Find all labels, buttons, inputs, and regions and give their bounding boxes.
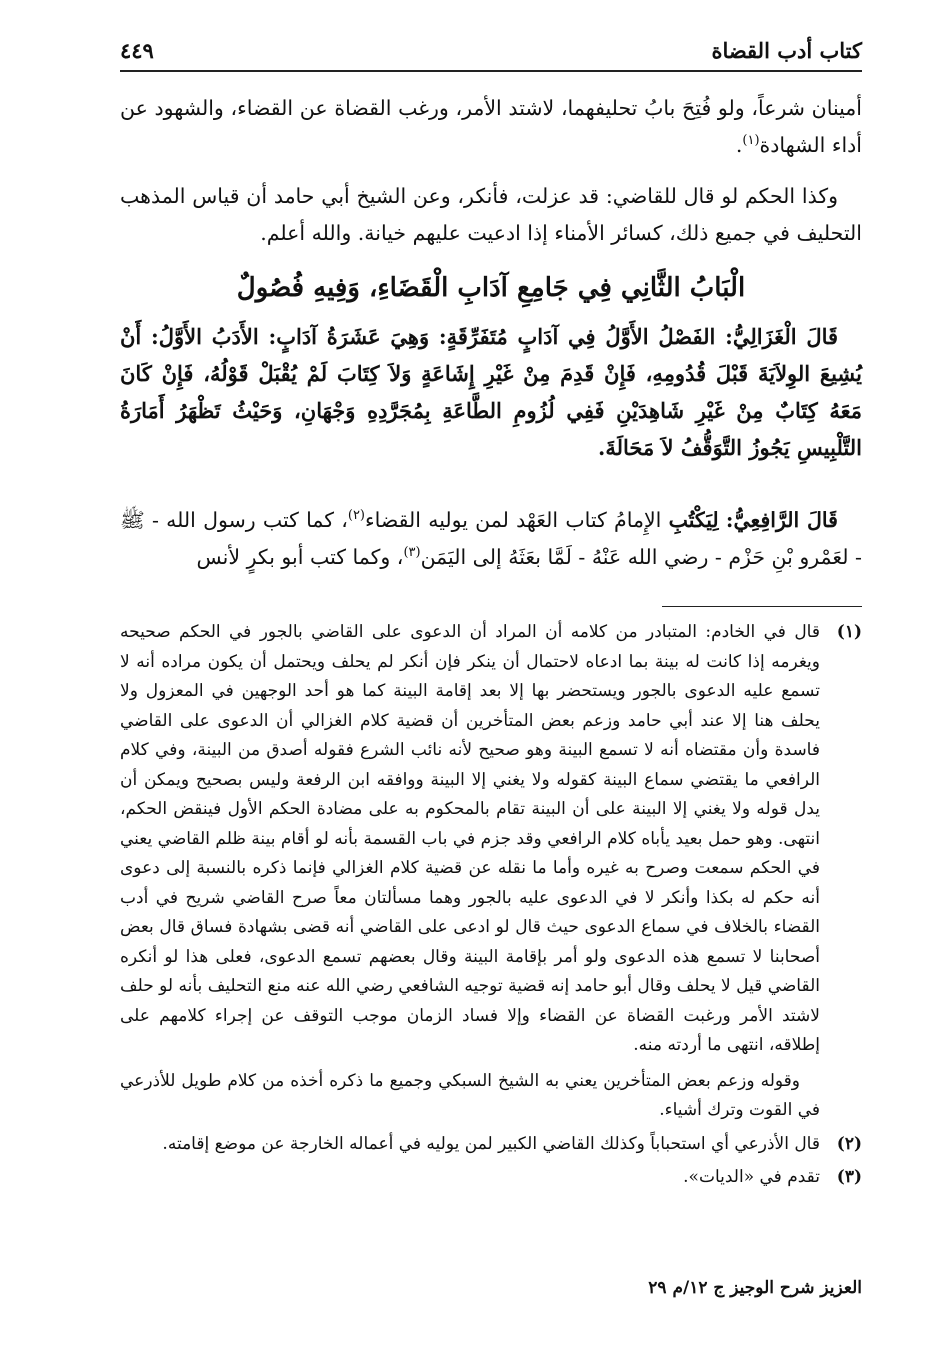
footnote-ref-2[interactable]: (٢) <box>347 508 365 524</box>
sharh-quote: لِيَكْتُبِ <box>668 508 719 532</box>
footnote-ref-3[interactable]: (٣) <box>403 545 421 561</box>
sharh-text-b: ، كما كتب رسول الله - ﷺ - لعَمْرو بْنِ حَزْم - رضي الله عَنْهُ - لَمَّا بعَثَهُ إلى اليَمَن <box>120 508 862 569</box>
footnote-1-text: قال في الخادم: المتبادر من كلامه أن المراد أن الدعوى على القاضي بالجور في الحكم صحيحه ويغرمه إذا كانت له بينة بما ادعاه لاحتمال أن ينكر فإن أنكر لم يحلف ويحتمل أن يكون مراده أنه لا تسمع عليه الدعوى بالجور ويستحضر بها إلا بعد إقامة البينة كما هو أحد الوجهين في المعزول ولا يحلف هنا إلا عند أبي حامد وزعم بعض المتأخرين أن قضية كلام الغزالي أن الدعوى على القاضي فاسدة وأن مقتضاه أنه لا تسمع البينة وهو صحيح لأنه نائب الشرع فقوله أصدق من البينة، وفي كلام الرافعي ما يقتضي سماع البينة كقوله ولا يغني إلا البينة ووافقه ابن الرفعة وليس بصحيح ويمكن أن يدل قوله ولا يغني إلا البينة على أن البينة تقام بالمحكوم به على مضادة الحكم الأول فينقض الحكم، انتهى. وهو حمل بعيد يأباه كلام الرافعي وقد جزم في باب القسمة بأنه لو أقام بينة ظلم القاضي يعني في الحكم سمعت وصرح به غيره وأما ما نقله عن قضية كلام الغزالي فإنما ذكره بالنسبة إلى دعوى أنه حكم له بكذا وأنكر لا في الدعوى عليه بالجور وهما مسألتان معاً صرح القاضي شريح في أدب القضاء بالخلاف في سماع الدعوى حيث قال لو ادعى على القاضي أنه قضى بشهادة فساق قال بعض أصحابنا لا تسمع هذه الدعوى ولو أمر بإقامة البينة وقال بعضهم تسمع الدعوى، فعلى هذا لو أنكره القاضي قيل لا يحلف وقال أبو حامد إنه قضية توجيه الشافعي رضي الله عنه منع التحليف بأنه لو حلف لاشتد الأمر ورغبت القضاة عن القضاء وإلا فساد الزمان موجب التوقف عن إجراء كلامهم على إطلاقه، انتهى ما أردته منه. <box>120 622 820 1055</box>
chapter-heading: الْبَابُ الثَّانِي فِي جَامِعِ آدَابِ الْقَضَاءِ، وَفِيهِ فُصُولٌ <box>236 273 746 303</box>
footnote-1-number: (١) <box>836 622 862 642</box>
footnote-1 <box>120 618 862 1126</box>
footnote-1-continuation: وقوله وزعم بعض المتأخرين يعني به الشيخ السبكي وجميع ما ذكره أخذه من كلام طويل للأذرعي في القوت وترك أشياء. <box>120 1070 820 1120</box>
paragraph-1-text: أمينان شرعاً، ولو فُتِحَ بابُ تحليفهما، لاشتد الأمر، ورغب القضاة عن القضاء، والشهود عن أداء الشهادة <box>120 96 862 157</box>
footnote-separator <box>662 606 862 607</box>
footnote-2-text: قال الأذرعي أي استحباباً وكذلك القاضي الكبير لمن يوليه في أعماله الخارجة عن موضع إقامته. <box>162 1133 820 1154</box>
matn-text: الفَصْلُ الأَوَّلُ فِي آدَابٍ مُتَفَرِّقَةٍ: وَهِيَ عَشَرَةُ آدَابٍ: الأَدَبُ الأَوَّلُ: أَنْ يُشِيعَ الوِلاَيَةَ قَبْلَ قُدُومِهِ، فَإِنْ قَدِمَ مِنْ غَيْرِ إِشَاعَةٍ وَلاَ كِتَابَ لَمْ يُقْبَلْ قَوْلُهُ، فَإِنْ كَانَ مَعَهُ كِتَابٌ مِنْ غَيْرِ شَاهِدَيْنِ فَفِي لُزُومِ الطَّاعَةِ بِمُجَرَّدِهِ وَجْهَانِ، وَحَيْثُ تَظْهَرُ أَمَارَةُ التَّلْبِيسِ يَجُوزُ التَّوَقُّفُ لاَ مَحَالَةَ. <box>120 324 862 460</box>
sharh-speaker: قَالَ الرَّافِعِيُّ: <box>725 508 838 532</box>
footnote-3-text: تقدم في «الديات». <box>683 1167 820 1187</box>
paragraph-2: وكذا الحكم لو قال للقاضي: قد عزلت، فأنكر، وعن الشيخ أبي حامد أن قياس المذهب التحليف في جميع ذلك، كسائر الأمناء إذا ادعيت عليهم خيانة. والله أعلم. <box>120 184 862 245</box>
sharh-paragraph <box>120 502 862 576</box>
matn-speaker: قَالَ الْغَزَالِيُّ: <box>725 324 839 349</box>
running-title: كتاب أدب القضاة <box>711 37 862 63</box>
footnote-ref-1[interactable]: (١) <box>742 133 760 149</box>
matn-paragraph <box>120 318 862 466</box>
footnote-2 <box>120 1130 862 1160</box>
signature-footer: العزيز شرح الوجيز ج ١٢/م ٢٩ <box>648 1278 862 1298</box>
sharh-text-c: ، وكما كتب أبو بكرٍ لأنس <box>196 545 404 569</box>
footnote-3 <box>120 1163 862 1193</box>
page-number: ٤٤٩ <box>120 37 154 63</box>
footnote-3-number: (٣) <box>836 1167 862 1187</box>
footnotes <box>120 618 862 1193</box>
footnote-2-number: (٢) <box>836 1133 862 1154</box>
footnote-1-body <box>120 618 820 1126</box>
sharh-text-a: الإِمامُ كتاب العَهْد لمن يوليه القضاء <box>365 508 662 532</box>
paragraph-1-end: . <box>735 133 743 157</box>
running-header <box>120 30 862 72</box>
paragraph-1 <box>120 90 862 164</box>
